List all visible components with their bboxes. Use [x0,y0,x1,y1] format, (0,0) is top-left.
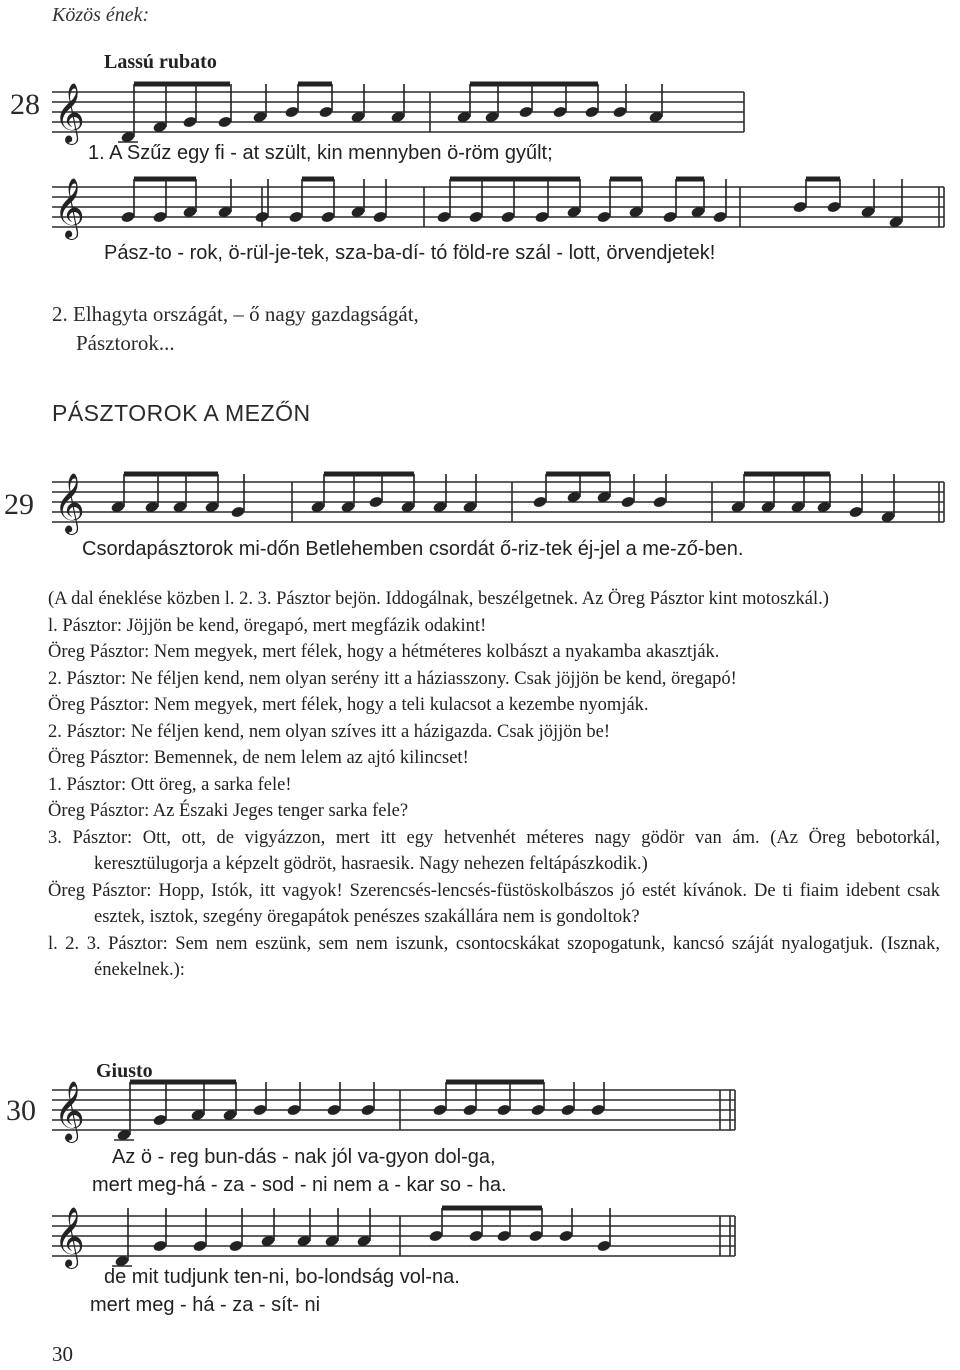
song-title: PÁSZTOROK A MEZŐN [52,400,311,426]
tempo-marking: Lassú rubato [104,51,217,73]
lyrics-line: Az ö - reg bun-dás - nak jól va-gyon dol-ga, [112,1146,496,1168]
lyrics-line: Pász-to - rok, ö-rül-je-tek, sza-ba-dí- tó föld-re szál - lott, örvendjetek! [104,242,716,264]
treble-clef-icon: 𝄞 [54,473,85,533]
lyrics-line: mert meg-há - za - sod - ni nem a - kar so - ha. [92,1174,507,1196]
section-header: Közös ének: [52,4,150,26]
dialogue-line: l. 2. 3. Pásztor: Sem nem eszünk, sem nem iszunk, csontocskákat szopogatunk, kancsó száját nyalogatjuk. (Isznak, énekelnek.): [48,933,940,980]
treble-clef-icon: 𝄞 [54,1207,85,1267]
page-number: 30 [52,1342,73,1366]
dialogue-line: 1. Pásztor: Ott öreg, a sarka fele! [48,774,292,795]
lyrics-line: 1. A Szűz egy fi - at szült, kin mennyben ö-röm gyűlt; [88,142,553,164]
dialogue-line: Öreg Pásztor: Az Északi Jeges tenger sarka fele? [48,801,409,821]
treble-clef-icon: 𝄞 [54,1081,85,1141]
stanza-line: 2. Elhagyta országát, – ő nagy gazdagságát, [52,302,419,326]
stanza-line: Pásztorok... [76,331,175,355]
dialogue-line: 2. Pásztor: Ne féljen kend, nem olyan szíves itt a házigazda. Csak jöjjön be! [48,721,611,742]
dialogue-line: 2. Pásztor: Ne féljen kend, nem olyan serény itt a háziasszony. Csak jöjjön be kend, öregapó! [48,668,737,689]
treble-clef-icon: 𝄞 [54,178,85,238]
lyrics-line: de mit tudjunk ten-ni, bo-londság vol-na. [104,1266,460,1288]
song-number: 29 [4,488,34,521]
lyrics-line: mert meg - há - za - sít- ni [90,1294,321,1316]
song-number: 28 [10,88,40,121]
dialogue-line: (A dal éneklése közben l. 2. 3. Pásztor bejön. Iddogálnak, beszélgetnek. Az Öreg Pásztor kint motoszkál.) [48,589,829,609]
stanza-text [52,300,419,358]
song-number: 30 [6,1094,36,1127]
dialogue-block [48,586,940,984]
lyrics-line: Csordapásztorok mi-dőn Betlehemben csordát ő-riz-tek éj-jel a me-ző-ben. [82,538,744,560]
dialogue-line: 3. Pásztor: Ott, ott, de vigyázzon, mert itt egy hetvenhét méteres nagy gödör van ám. (Az Öreg bebotorkál, keresztülugorja a képzelt gödröt, hasraesik. Nagy nehezen feltápászkodik.) [48,827,940,874]
dialogue-line: Öreg Pásztor: Nem megyek, mert félek, hogy a teli kulacsot a kezembe nyomják. [48,695,649,715]
tempo-marking: Giusto [96,1060,153,1082]
dialogue-line: Öreg Pásztor: Nem megyek, mert félek, hogy a hétméteres kolbászt a nyakamba akasztják. [48,642,720,662]
dialogue-line: l. Pásztor: Jöjjön be kend, öregapó, mert megfázik odakint! [48,615,487,636]
dialogue-line: Öreg Pásztor: Bemennek, de nem lelem az ajtó kilincset! [48,748,469,768]
dialogue-line: Öreg Pásztor: Hopp, Istók, itt vagyok! Szerencsés-lencsés-füstöskolbászos jó estét kívánok. De ti fiaim idebent csak esztek, isztok, szegény öregapátok penészes szakállára nem is gondoltok? [48,880,940,927]
treble-clef-icon: 𝄞 [54,83,85,143]
